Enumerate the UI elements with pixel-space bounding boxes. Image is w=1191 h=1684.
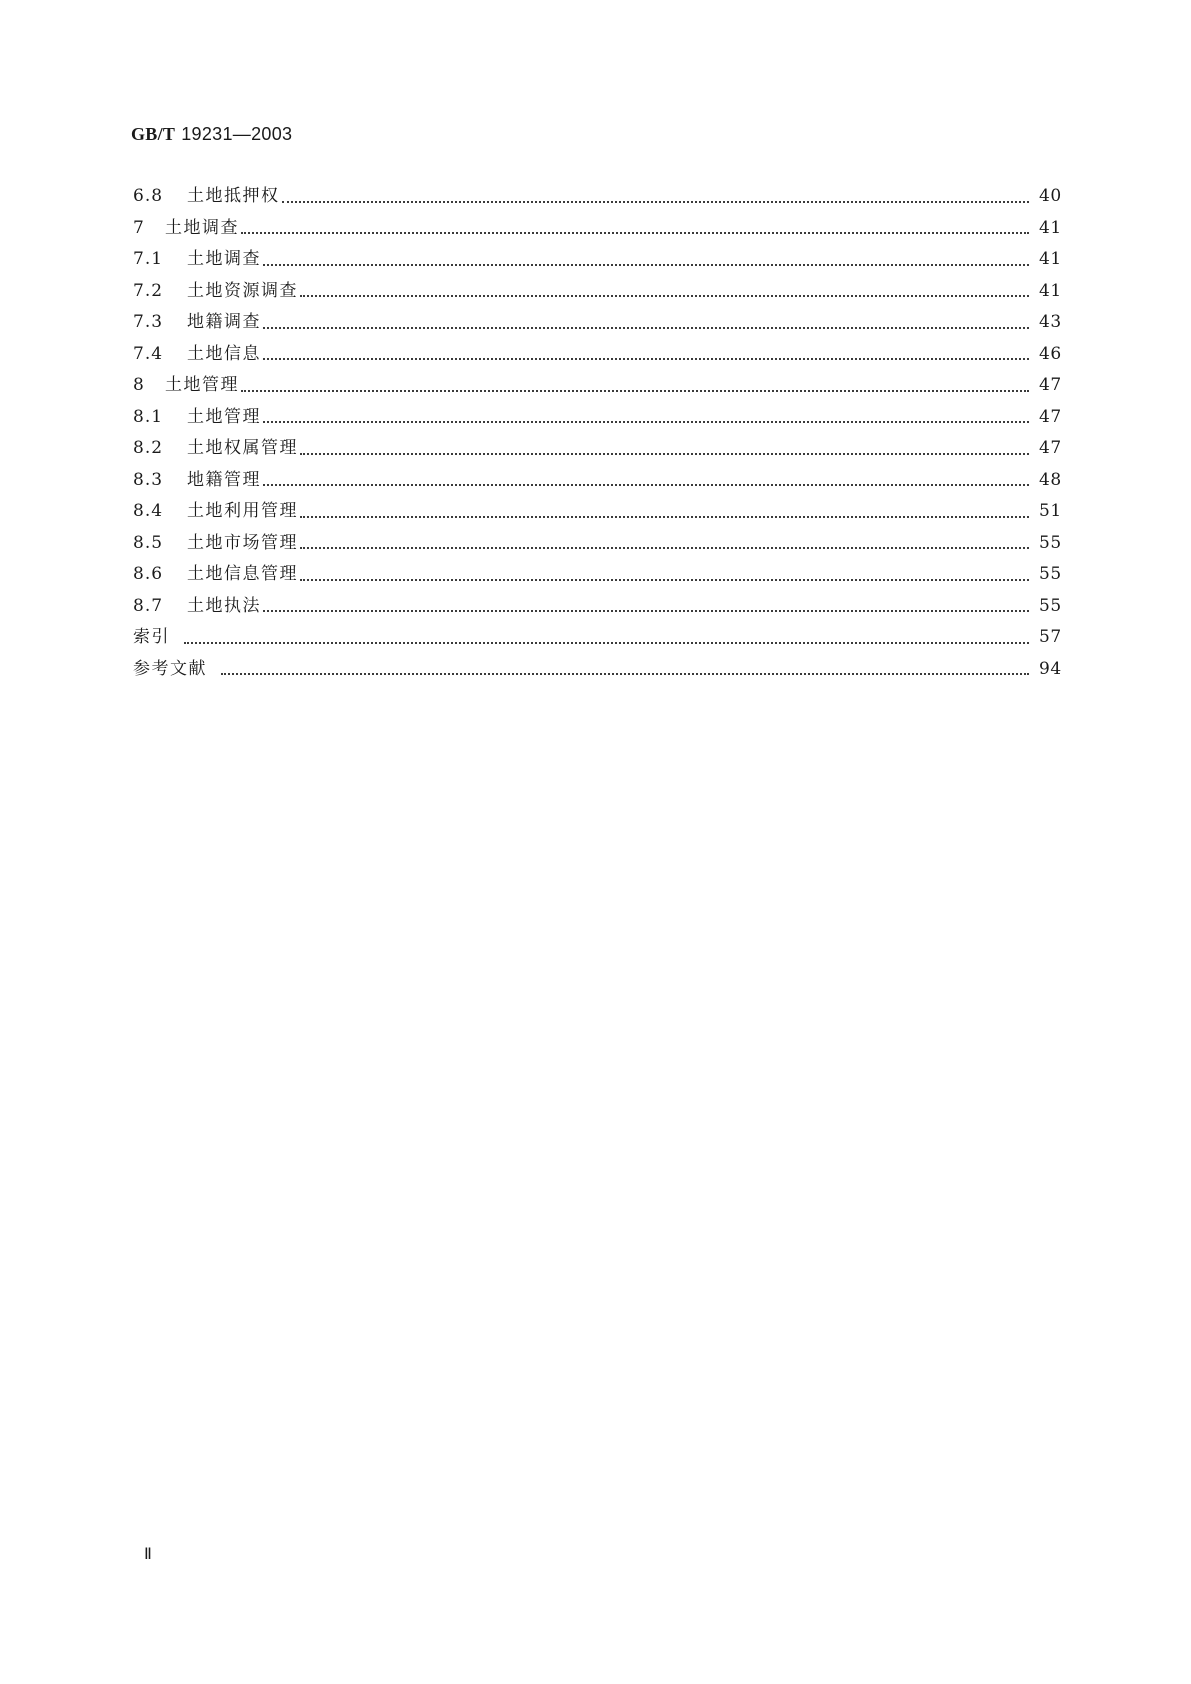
toc-dot-leader (300, 293, 1029, 297)
toc-entry[interactable] (133, 244, 1061, 276)
toc-entry-number: 8.6 (133, 564, 164, 584)
toc-entry[interactable] (133, 213, 1061, 245)
toc-entry-page: 41 (1039, 217, 1062, 238)
table-of-contents (133, 181, 1061, 685)
toc-entry-number: 6.8 (133, 186, 164, 206)
toc-entry-page: 48 (1039, 469, 1062, 490)
toc-entry[interactable] (133, 559, 1061, 591)
toc-entry[interactable] (133, 370, 1061, 402)
document-code (131, 124, 292, 145)
toc-dot-leader (241, 230, 1029, 234)
toc-dot-leader (300, 545, 1029, 549)
toc-entry-number: 8.3 (133, 469, 164, 490)
toc-dot-leader (221, 671, 1029, 675)
toc-entry[interactable] (133, 496, 1061, 528)
toc-dot-leader (263, 262, 1029, 266)
toc-entry-page: 41 (1039, 280, 1062, 301)
toc-entry-title: 土地管理 (187, 406, 261, 427)
toc-entry[interactable] (133, 622, 1061, 654)
toc-entry-page: 40 (1039, 186, 1062, 206)
toc-entry[interactable] (133, 402, 1061, 434)
toc-entry[interactable] (133, 654, 1061, 686)
toc-entry-page: 55 (1039, 532, 1062, 553)
toc-entry-page: 55 (1039, 564, 1062, 584)
toc-entry-page: 47 (1039, 406, 1062, 427)
toc-dot-leader (241, 388, 1029, 392)
toc-entry-title: 土地利用管理 (187, 501, 298, 521)
toc-entry-title: 土地调查 (165, 217, 239, 238)
toc-entry-page: 94 (1039, 658, 1062, 679)
toc-entry-title: 土地调查 (187, 249, 261, 269)
toc-entry-number: 8.5 (133, 532, 164, 553)
toc-entry[interactable] (133, 181, 1061, 213)
toc-entry-page: 47 (1039, 438, 1062, 458)
toc-entry-number: 8.2 (133, 438, 164, 458)
toc-entry-number: 8 (133, 375, 145, 395)
toc-entry-number: 7.2 (133, 280, 164, 301)
toc-entry-title: 地籍调查 (187, 312, 261, 332)
toc-entry[interactable] (133, 465, 1061, 497)
toc-entry[interactable] (133, 591, 1061, 623)
toc-entry-number: 7 (133, 217, 145, 238)
page-number: Ⅱ (144, 1546, 152, 1563)
toc-entry-number: 7.1 (133, 249, 164, 269)
toc-entry-title: 土地资源调查 (187, 280, 298, 301)
toc-entry-page: 55 (1039, 595, 1062, 616)
toc-entry-page: 41 (1039, 249, 1062, 269)
toc-dot-leader (300, 451, 1029, 455)
toc-dot-leader (300, 577, 1029, 581)
toc-entry-title: 土地抵押权 (187, 186, 280, 206)
toc-entry-number: 7.4 (133, 343, 164, 364)
toc-entry-page: 51 (1039, 501, 1062, 521)
toc-entry-title: 参考文献 (133, 658, 207, 679)
toc-entry-title: 土地信息 (187, 343, 261, 364)
toc-entry[interactable] (133, 433, 1061, 465)
toc-entry[interactable] (133, 307, 1061, 339)
toc-entry-title: 土地市场管理 (187, 532, 298, 553)
toc-entry-page: 47 (1039, 375, 1062, 395)
toc-entry[interactable] (133, 276, 1061, 308)
toc-entry-title: 土地执法 (187, 595, 261, 616)
toc-entry-page: 43 (1039, 312, 1062, 332)
toc-dot-leader (263, 482, 1029, 486)
standard-prefix: GB/T (131, 124, 176, 144)
toc-entry[interactable] (133, 339, 1061, 371)
toc-entry-title: 土地权属管理 (187, 438, 298, 458)
toc-dot-leader (263, 356, 1029, 360)
toc-entry-number: 8.7 (133, 595, 164, 616)
toc-dot-leader (263, 325, 1029, 329)
toc-dot-leader (263, 419, 1029, 423)
toc-entry-title: 索引 (133, 627, 170, 647)
toc-entry-page: 57 (1039, 627, 1062, 647)
toc-entry-number: 8.1 (133, 406, 164, 427)
toc-dot-leader (263, 608, 1029, 612)
toc-dot-leader (282, 199, 1030, 203)
toc-entry-title: 地籍管理 (187, 469, 261, 490)
toc-entry-page: 46 (1039, 343, 1062, 364)
toc-entry-title: 土地管理 (165, 375, 239, 395)
toc-entry-title: 土地信息管理 (187, 564, 298, 584)
toc-entry-number: 7.3 (133, 312, 164, 332)
toc-entry[interactable] (133, 528, 1061, 560)
toc-dot-leader (300, 514, 1029, 518)
standard-number: 19231—2003 (181, 124, 293, 144)
toc-dot-leader (184, 640, 1029, 644)
toc-entry-number: 8.4 (133, 501, 164, 521)
